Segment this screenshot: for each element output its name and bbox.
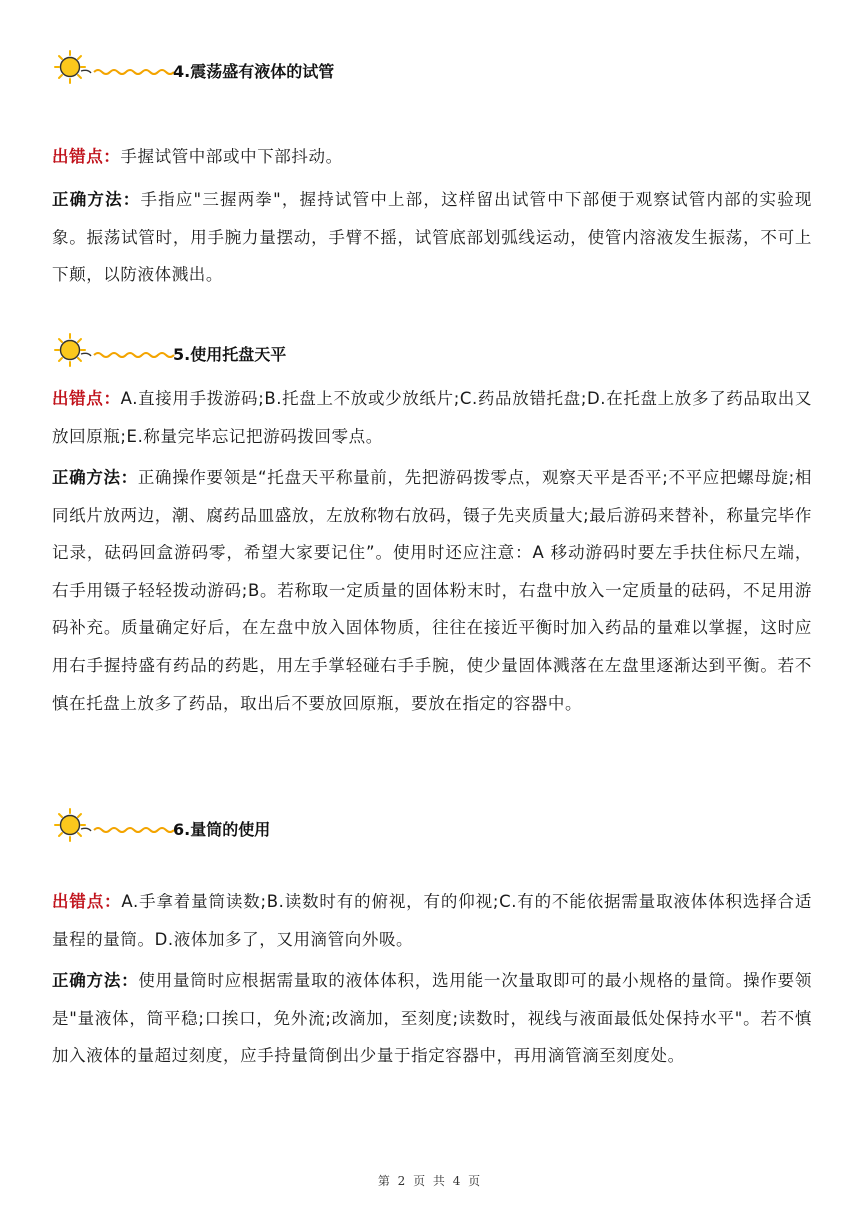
method-text: 使用量筒时应根据需量取的液体体积，选用能一次量取即可的最小规格的量筒。操作要领是"量液体，筒平稳;口挨口，免外流;改滴加，至刻度;读数时，视线与液面最低处保持水平"。若不慎加入液体的量超过刻度，应手持量筒倒出少量于指定容器中，再用滴管滴至刻度处。: [52, 971, 813, 1066]
error-point-paragraph: [52, 883, 812, 958]
section-title: 5.使用托盘天平: [173, 345, 287, 364]
method-text: 手指应"三握两拳"，握持试管中上部，这样留出试管中下部便于观察试管内部的实验现象。振荡试管时，用手腕力量摆动，手臂不摇，试管底部划弧线运动，使管内溶液发生振荡，不可上下颠，以防液体溅出。: [52, 190, 812, 285]
error-point-paragraph: [52, 138, 812, 176]
section-title: 4.震荡盛有液体的试管: [173, 62, 335, 81]
error-label: 出错点：: [52, 892, 122, 911]
error-point-paragraph: [52, 380, 812, 455]
method-label: 正确方法：: [52, 971, 139, 990]
correct-method-paragraph: [52, 962, 812, 1075]
section-title: 6.量筒的使用: [173, 820, 271, 839]
section-heading-6: [50, 807, 450, 847]
error-text: 手握试管中部或中下部抖动。: [120, 147, 343, 166]
sun-icon: [50, 332, 94, 372]
error-text: A.直接用手拨游码;B.托盘上不放或少放纸片;C.药品放错托盘;D.在托盘上放多了药品取出又放回原瓶;E.称量完毕忘记把游码拨回零点。: [52, 389, 812, 446]
correct-method-paragraph: [52, 459, 812, 722]
page-footer: 第 2 页 共 4 页: [377, 1174, 483, 1188]
method-label: 正确方法：: [52, 468, 138, 487]
section-heading-5: [50, 332, 450, 372]
section-heading-4: [50, 49, 450, 89]
error-label: 出错点：: [52, 389, 121, 408]
error-text: A.手拿着量筒读数;B.读数时有的俯视，有的仰视;C.有的不能依据需量取液体体积选择合适量程的量筒。D.液体加多了，又用滴管向外吸。: [52, 892, 812, 949]
sun-icon: [50, 49, 94, 89]
method-text: 正确操作要领是“托盘天平称量前，先把游码拨零点，观察天平是否平;不平应把螺母旋;相同纸片放两边，潮、腐药品皿盛放，左放称物右放码，镊子先夹质量大;最后游码来替补，称量完毕作记录，砝码回盒游码零，希望大家要记住”。使用时还应注意：A 移动游码时要左手扶住标尺左端，右手用镊子轻轻拨动游码;B。若称取一定质量的固体粉末时，右盘中放入一定质量的砝码，不足用游码补充。质量确定好后，在左盘中放入固体物质，往往在接近平衡时加入药品的量难以掌握，这时应用右手握持盛有药品的药匙，用左手掌轻碰右手手腕，使少量固体溅落在左盘里逐渐达到平衡。若不慎在托盘上放多了药品，取出后不要放回原瓶，要放在指定的容器中。: [52, 468, 812, 713]
correct-method-paragraph: [52, 181, 812, 294]
sun-icon: [50, 807, 94, 847]
error-label: 出错点：: [52, 147, 121, 166]
method-label: 正确方法：: [52, 190, 141, 209]
